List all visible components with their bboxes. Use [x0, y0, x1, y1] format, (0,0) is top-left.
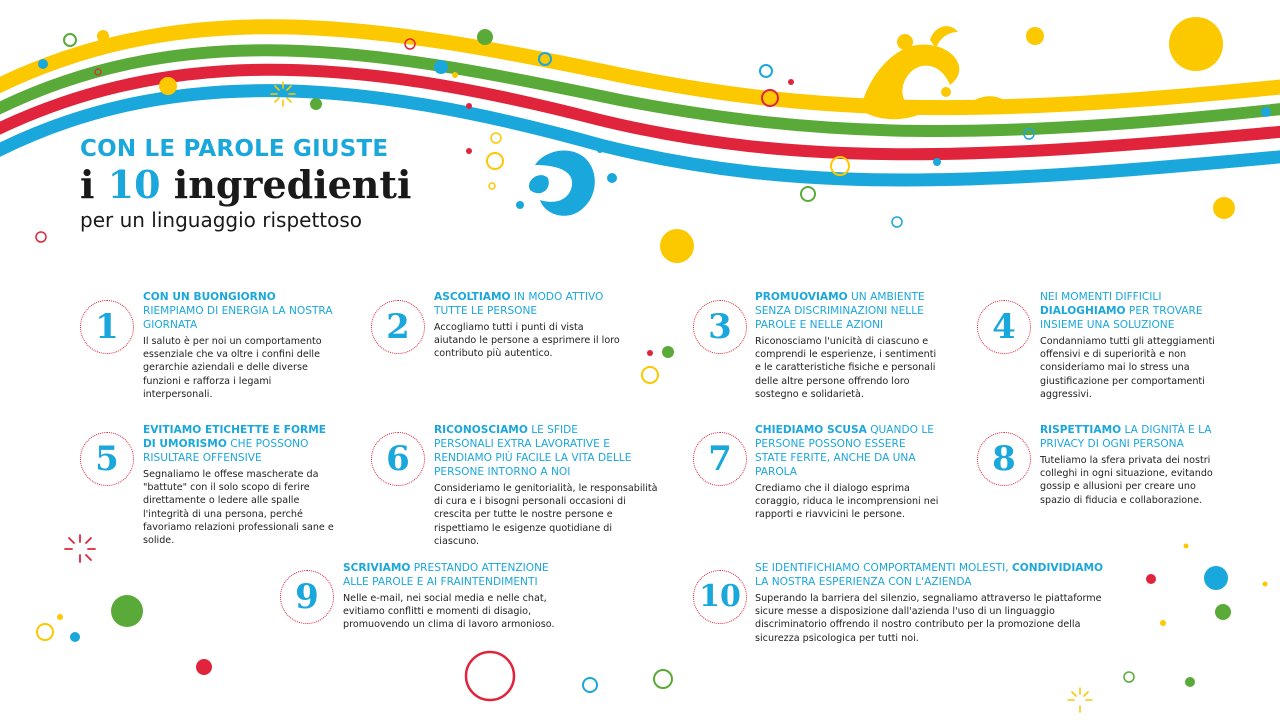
- title-number: 10: [107, 162, 161, 207]
- item-body: Accogliamo tutti i punti di vista aiutando le persone a esprimere il loro contributo più autentico.: [434, 322, 620, 360]
- blue-splash: [516, 147, 617, 216]
- title-prefix: i: [80, 162, 108, 207]
- page-subtitle: per un linguaggio rispettoso: [80, 208, 363, 232]
- item-body: Superando la barriera del silenzio, segnaliamo attraverso le piattaforme sicure messe a disposizione dall'azienda l'uso di un linguaggio discriminatorio offrendo il nostro contributo per la promozione della sicurezza psicologica per tutti noi.: [755, 593, 1102, 644]
- number-badge: 8: [977, 432, 1031, 486]
- sparkle-burst-3: [1068, 688, 1092, 712]
- item-heading: SE IDENTIFICHIAMO COMPORTAMENTI MOLESTI, CONDIVIDIAMO LA NOSTRA ESPERIENZA CON L'AZIENDA: [755, 562, 1104, 588]
- item-heading: NEI MOMENTI DIFFICILI DIALOGHIAMO PER TROVARE INSIEME UNA SOLUZIONE: [1040, 291, 1203, 331]
- item-heading: RISPETTIAMO LA DIGNITÀ E LA PRIVACY DI OGNI PERSONA: [1040, 424, 1212, 450]
- number-badge: 6: [371, 432, 425, 486]
- item-body: Condanniamo tutti gli atteggiamenti offensivi e di superiorità e non consideriamo mai lo stress una giustificazione per comportamenti aggressivi.: [1040, 336, 1215, 400]
- number-badge: 9: [280, 570, 334, 624]
- item-body: Il saluto è per noi un comportamento essenziale che va oltre i confini delle gerarchie aziendali e delle diverse funzioni e rafforza i legami interpersonali.: [143, 336, 322, 400]
- item-heading: RICONOSCIAMO LE SFIDE PERSONALI EXTRA LAVORATIVE E RENDIAMO PIÙ FACILE LA VITA DELLE PERSONE INTORNO A NOI: [434, 424, 632, 478]
- sparkle-burst-2: [65, 535, 95, 562]
- page-header: [80, 136, 411, 232]
- item-body: Tuteliamo la sfera privata dei nostri colleghi in ogni situazione, evitando gossip e allusioni per creare uno spazio di fiducia e collaborazione.: [1040, 455, 1213, 506]
- number-badge: 3: [693, 300, 747, 354]
- item-heading: PROMUOVIAMO UN AMBIENTE SENZA DISCRIMINAZIONI NELLE PAROLE E NELLE AZIONI: [755, 291, 925, 331]
- number-badge: 7: [693, 432, 747, 486]
- item-body: Riconosciamo l'unicità di ciascuno e comprendi le esperienze, i sentimenti e le caratteristiche fisiche e personali delle altre persone offrendo loro sostegno e solidarietà.: [755, 336, 937, 400]
- number-badge: 5: [80, 432, 134, 486]
- item-body: Nelle e-mail, nei social media e nelle chat, evitiamo conflitti e momenti di disagio, promuovendo un clima di lavoro armonioso.: [343, 593, 555, 631]
- item-heading: SCRIVIAMO PRESTANDO ATTENZIONE ALLE PAROLE E AI FRAINTENDIMENTI: [343, 562, 549, 588]
- page-title: [80, 164, 411, 206]
- title-suffix: ingredienti: [160, 162, 412, 207]
- item-heading: CON UN BUONGIORNO RIEMPIAMO DI ENERGIA LA NOSTRA GIORNATA: [143, 291, 333, 331]
- item-body: Crediamo che il dialogo esprima coraggio, riduca le incomprensioni nei rapporti e riavvicini le persone.: [755, 483, 939, 521]
- number-badge: 10: [693, 570, 747, 624]
- number-badge: 4: [977, 300, 1031, 354]
- number-badge: 2: [371, 300, 425, 354]
- number-badge: 1: [80, 300, 134, 354]
- item-body: Consideriamo le genitorialità, le responsabilità di cura e i bisogni personali occasioni di crescita per tutte le nostre persone e rispettiamo le esigenze quotidiane di ciascuno.: [434, 483, 658, 547]
- campaign-kicker: CON LE PAROLE GIUSTE: [80, 136, 389, 162]
- item-heading: CHIEDIAMO SCUSA QUANDO LE PERSONE POSSONO ESSERE STATE FERITE, ANCHE DA UNA PAROLA: [755, 424, 934, 478]
- item-heading: EVITIAMO ETICHETTE E FORME DI UMORISMO CHE POSSONO RISULTARE OFFENSIVE: [143, 424, 326, 464]
- item-body: Segnaliamo le offese mascherate da "battute" con il solo scopo di ferire direttamente o ledere alle spalle l'integrità di una persona, perché favoriamo relazioni professionali sane e solide.: [143, 469, 334, 547]
- item-heading: ASCOLTIAMO IN MODO ATTIVO TUTTE LE PERSONE: [434, 291, 604, 317]
